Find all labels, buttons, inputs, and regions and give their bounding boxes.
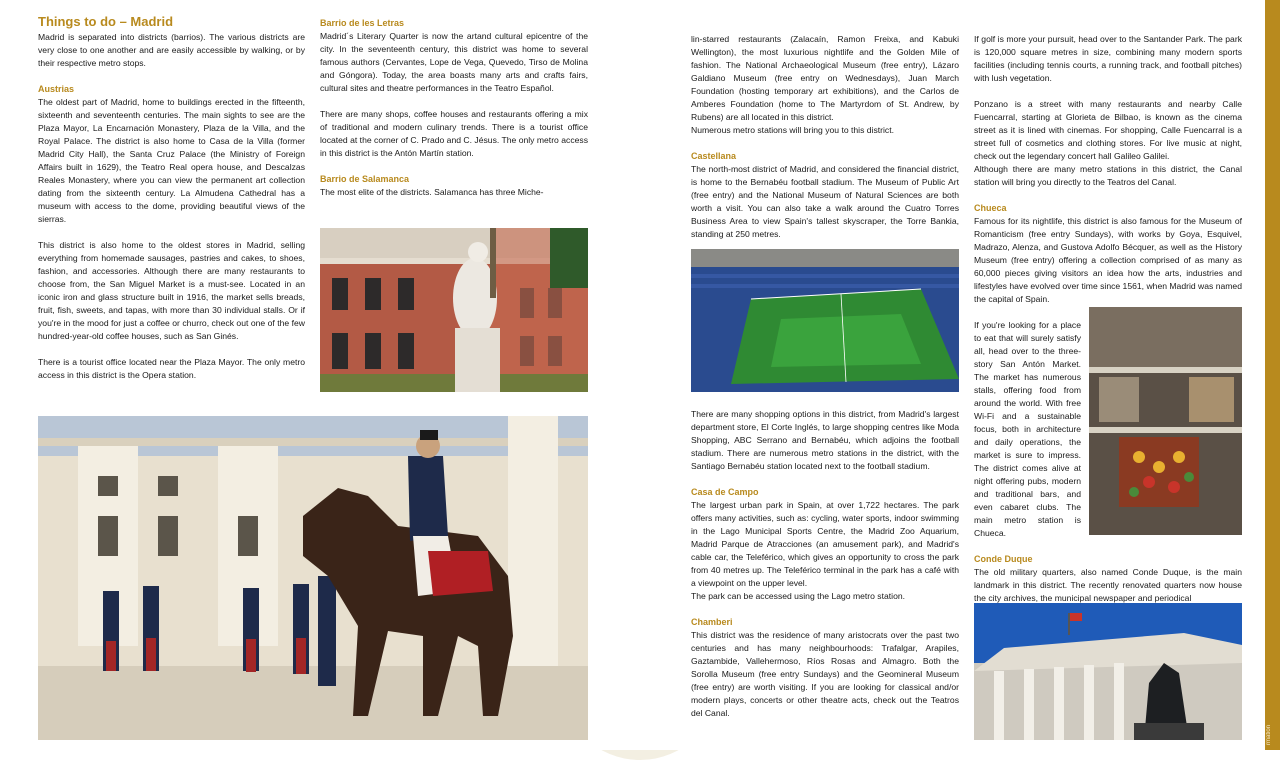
chueca-paragraph-1: Famous for its nightlife, this district is also famous for the Museum of Romanticism (free entry Sundays), with works by Goya, Esquivel, Madrazo, Alenza, and Gustova Adolfo Bécquer, as well as the History Museum (free entry) offering a collection comprised of as many as 60,000 pieces giving visitors an idea how the arts, industries and lifestyles have evolved over time since 1561, when Madrid was named the capital of Spain. [974, 216, 1242, 304]
royal-guard-photo [38, 416, 588, 740]
castellana-paragraph-1: The north-most district of Madrid, and considered the financial district, is home to the Bernabéu football stadium. The Museum of Public Art (free entry) and the National Museum of Natural Sciences are both worth a visit. You can also take a walk around the Cuatro Torres Business Area to view Spain's tallest skyscraper, the Torre Bankia, standing at 250 metres. [691, 164, 959, 239]
intro-text: Madrid is separated into districts (barrios). The various districts are very close to one another and are easily accessible by walking, or by their respective metro stops. [38, 32, 305, 68]
page-title: Things to do – Madrid [38, 14, 174, 29]
heading-castellana: Castellana [691, 151, 737, 161]
heading-austrias: Austrias [38, 84, 75, 94]
salamanca-continued-text: lin-starred restaurants (Zalacaín, Ramon Freixa, and Kabuki Wellington), the most luxurious nightlife and the Golden Mile of fashion. The National Archaeological Museum (free entry), Lázaro Galdiano Museum (free entry on Wednesdays), Juan March Foundation (hosting temporary art exhibitions), and the Carlos de Amberes Foundation (home to The Martyrdom of St. Andrew, by Rubens) are all located in this district. [691, 34, 959, 122]
campo-metro-text: The park can be accessed using the Lago metro station. [691, 591, 906, 601]
ponzano-paragraph [974, 98, 1242, 189]
austrias-paragraph-3: There is a tourist office located near the Plaza Mayor. The only metro access in this district is the Opera station. [38, 357, 305, 380]
heading-letras: Barrio de les Letras [320, 18, 405, 28]
chamberi-paragraph: This district was the residence of many aristocrats over the past two centuries and has many neighbourhoods: Trafalgar, Arapiles, Gaztambide, Vallehermoso, Ríos Rosas and Almagro. Both the Sorolla Museum (free entry Sundays) and the Geomineral Museum (free entry) are worth visiting. If you are looking for classical and/or modern plays, concerts or other theatre acts, check out the Teatros del Canal. [691, 630, 959, 718]
chueca-paragraph-2: If you're looking for a place to eat that will surely satisfy all, head over to the three-story San Antón Market. The market has numerous stalls, offering food from around the world. With free Wi-Fi and a sustainable focus, both in architecture and daily operations, the market is sure to impress. The district comes alive at night offering pubs, modern and traditional bars, and even cabaret clubs. The main metro station is Chueca. [974, 320, 1081, 538]
austrias-paragraph-1: The oldest part of Madrid, home to buildings erected in the fifteenth, sixteenth and seventeenth centuries. The main sights to see are the Plaza Mayor, La Encarnación Monastery, Plaza de la Villa, and the Royal Palace. The district is also home to Casa de la Villa (former Madrid City Hall), the Santa Cruz Palace (the Ministry of Foreign Affairs built in 1629), the Teatro Real opera house, and Descalzas Reales Monastery, where you can view the permanent art collection dating from the sixteenth century. La Almudena Cathedral has a museum with access to the dome, providing beautiful views of the sierras. [38, 97, 305, 224]
salamanca-metro-text: Numerous metro stations will bring you to this district. [691, 125, 894, 135]
letras-paragraph-1: Madrid´s Literary Quarter is now the artand cultural epicentre of the city. In the seventeenth century, this district was home to several famous authors (Cervantes, Lope de Vega, Quevedo, Tirso de Molina and Góngora). Today, the area boasts many arts and crafts fairs, cultural sites and theatre performances in the Teatro Español. [320, 31, 588, 93]
statue-photo [320, 228, 588, 392]
castellana-paragraph-2: There are many shopping options in this district, from Madrid's largest department store, El Corte Inglés, to large shopping centres like Moda Shopping, ABC Serrano and Bernabéu, which adjoins the football stadium. There are numerous metro stations in the district, with the Santiago Bernabéu station located next to the football stadium. [691, 409, 959, 471]
stadium-photo [691, 249, 959, 392]
ponzano-metro-text: Although there are many metro stations in this district, the Canal station will bring you directly to the Teatros del Canal. [974, 164, 1242, 187]
heading-conde-duque: Conde Duque [974, 554, 1033, 564]
heading-casa-de-campo: Casa de Campo [691, 487, 759, 497]
golf-paragraph: If golf is more your pursuit, head over to the Santander Park. The park is 120,000 square metres in size, combining many modern sports facilities (including tennis courts, a running track, and football pitches) with lush vegetation. [974, 34, 1242, 83]
ponzano-text: Ponzano is a street with many restaurants and nearby Calle Fuencarral, starting at Glorieta de Bilbao, is known as the cinema street as it is lined with cinemas. For shopping, Calle Fuencarral is a street full of cosmetics and clothing stores. For live music at night, check out the legendary concert hall Galileo Galilei. [974, 99, 1242, 161]
heading-salamanca: Barrio de Salamanca [320, 174, 410, 184]
campo-paragraph [691, 499, 959, 603]
conde-paragraph: The old military quarters, also named Conde Duque, is the main landmark in this district. The recently renovated quarters now house the city archives, the municipal newspaper and periodical [974, 567, 1242, 603]
left-column-2 [320, 17, 588, 199]
market-photo [1089, 307, 1242, 535]
sidebar-label: rmation [1266, 724, 1272, 745]
right-page [640, 0, 1280, 750]
accent-sidebar [1265, 0, 1280, 750]
salamanca-paragraph-1: The most elite of the districts. Salamanca has three Miche- [320, 187, 544, 197]
salamanca-continued [691, 33, 959, 137]
left-page [0, 0, 640, 750]
letras-paragraph-2: There are many shops, coffee houses and restaurants offering a mix of traditional and modern culinary trends. There is a tourist office located at the corner of C. Prado and C. Jésus. The only metro access in this district is the Antón Martín station. [320, 109, 588, 158]
austrias-paragraph-2: This district is also home to the oldest stores in Madrid, selling everything from homemade sausages, pastries and cakes, to shoes, fashion, and accessories. Although there are many restaurants to choose from, the San Miguel Market is a must-see. Located in an iconic iron and glass structure built in 1916, the market sells breads, fruit, fish, sweets, and tapas, with more than 30 individual stalls. Or if you're in the mood for just a coffee or churro, check out one of the few hundred-year-old coffee houses, such as San Ginés. [38, 240, 305, 341]
left-column-1 [38, 14, 305, 395]
campo-text: The largest urban park in Spain, at over 1,722 hectares. The park offers many activities, such as: cycling, water sports, indoor swimming in the Lago Municipal Sports Centre, the Madrid Zoo Aquarium, Madrid Parque de Atracciones (an amusement park), and Madrid's cable car, the Teleférico, which gives an opportunity to cross the park from 40 metres up. The Teleférico terminal in the park has a café with a viewpoint on the upper level. [691, 500, 959, 588]
museum-photo [974, 603, 1242, 740]
heading-chamberi: Chamberi [691, 617, 733, 627]
heading-chueca: Chueca [974, 203, 1007, 213]
